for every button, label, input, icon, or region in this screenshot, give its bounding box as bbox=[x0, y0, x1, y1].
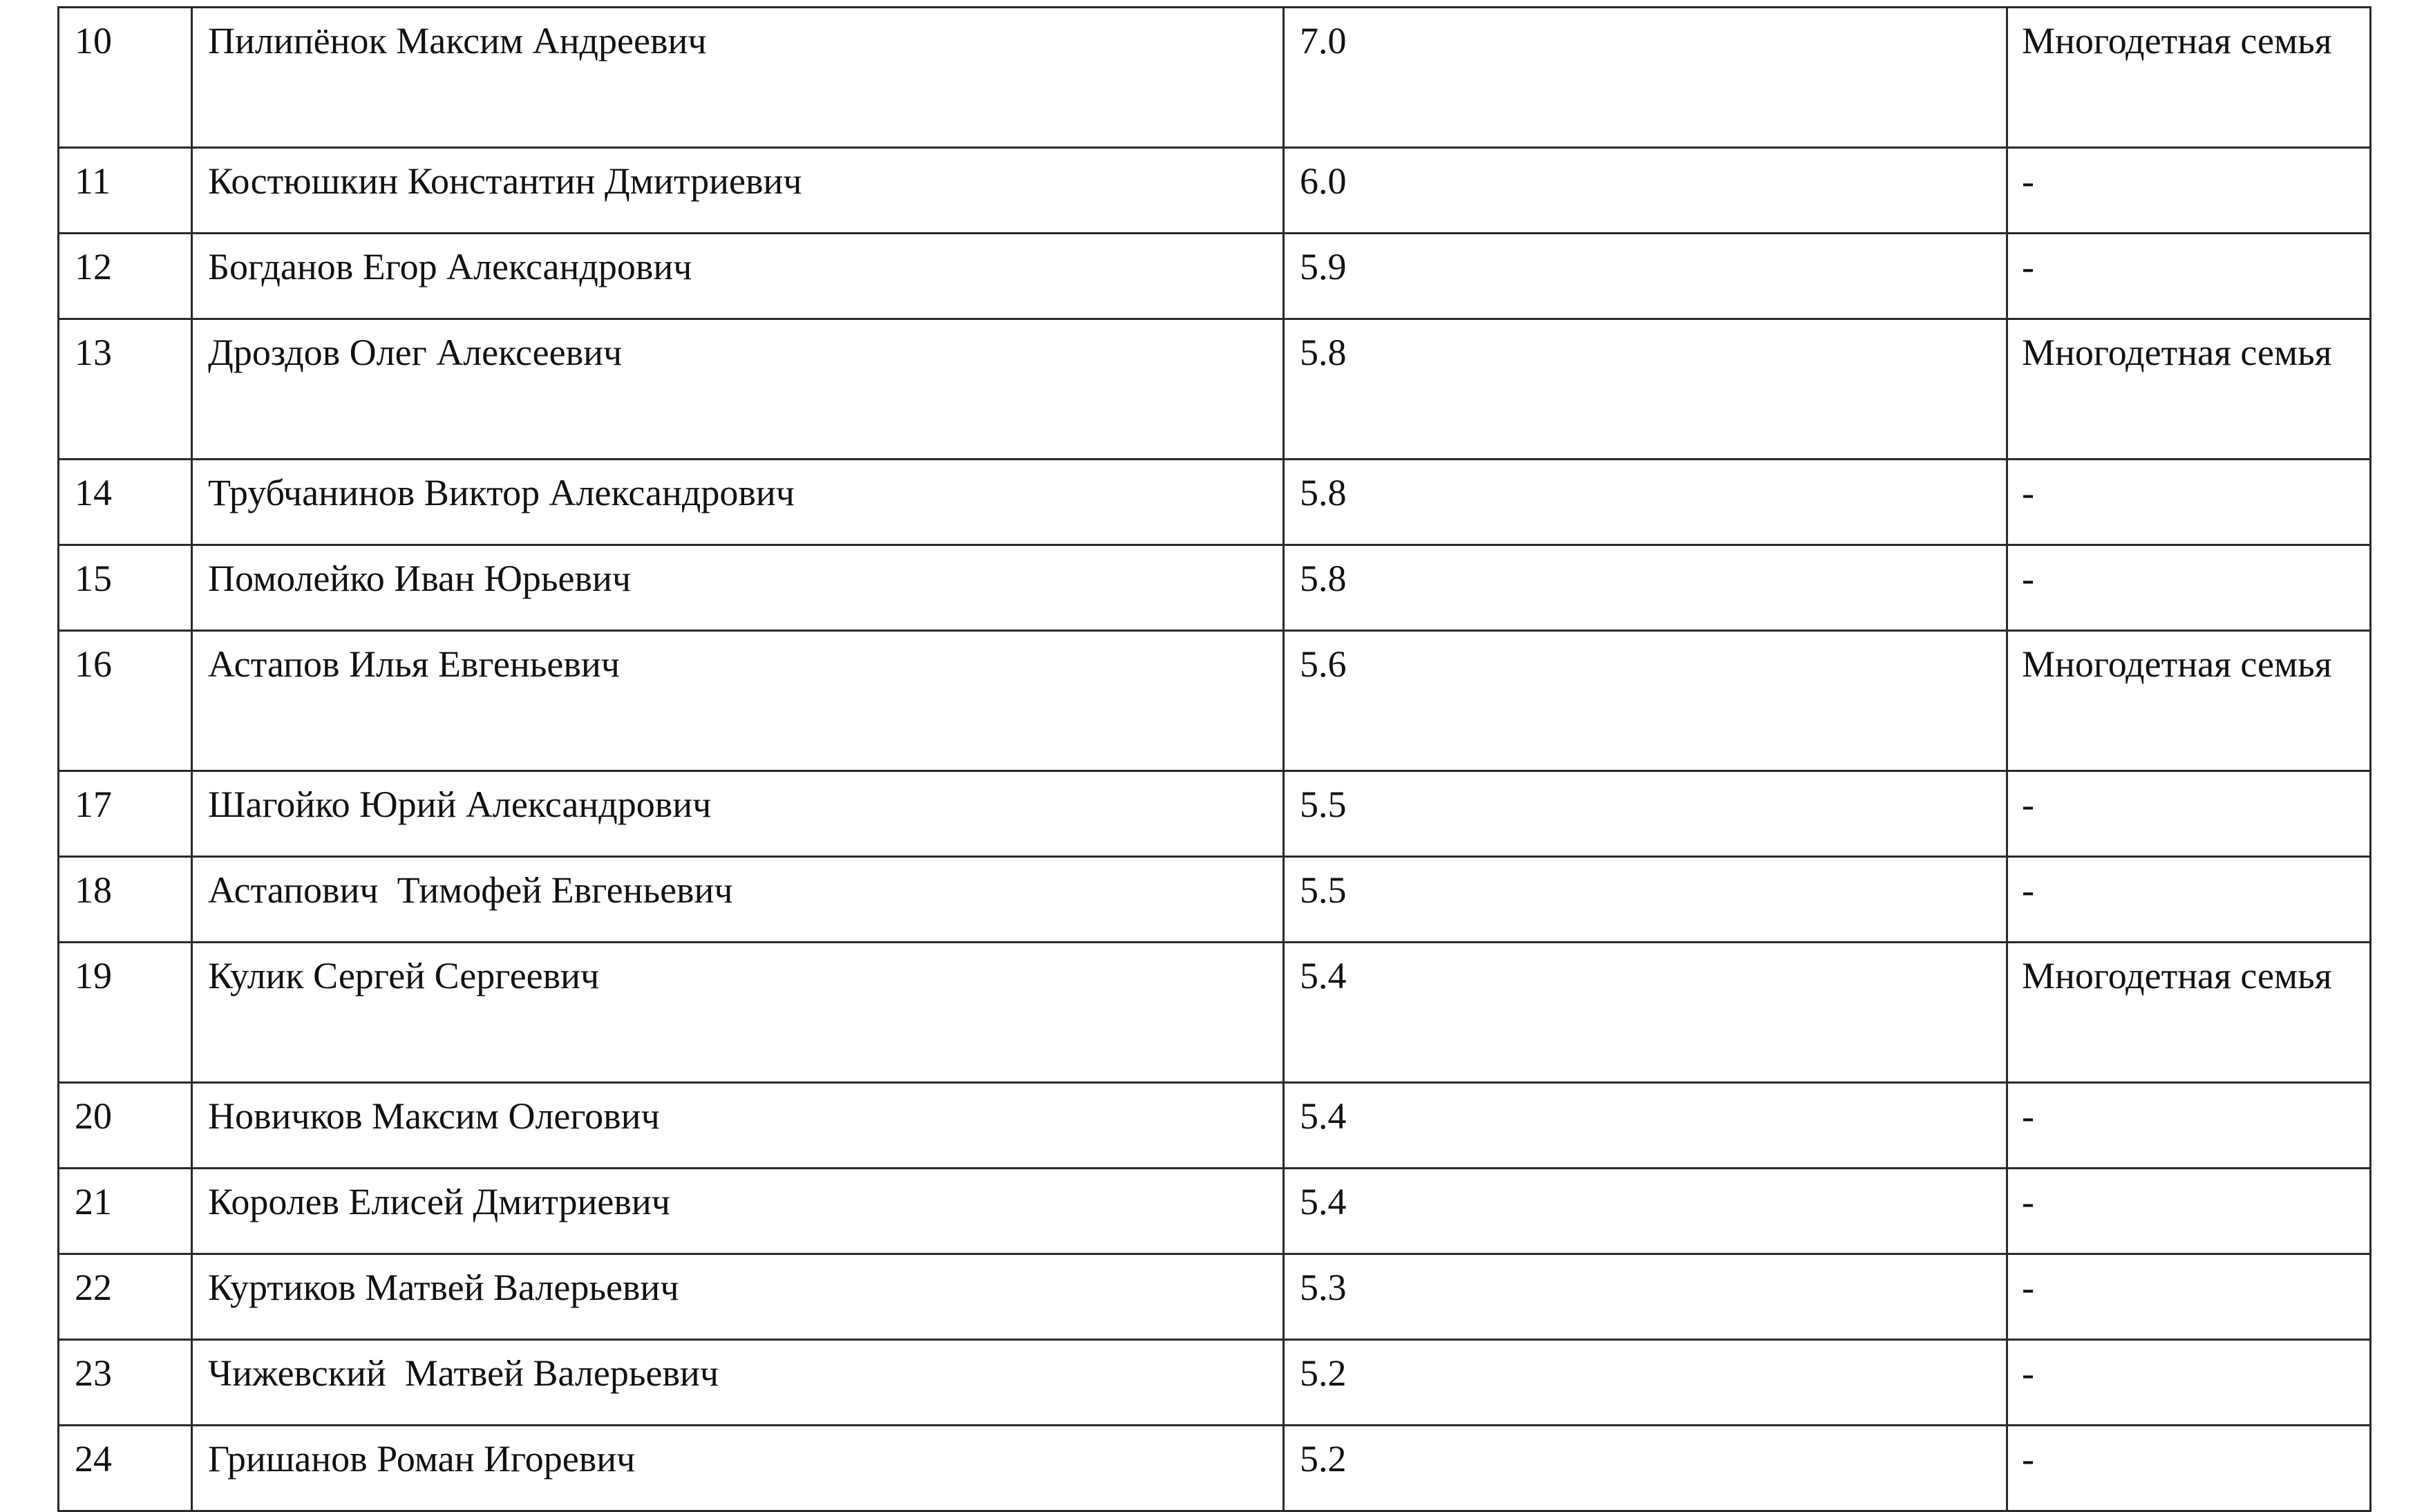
table-row bbox=[59, 771, 2371, 857]
person-name: Пилипёнок Максим Андреевич bbox=[192, 8, 1284, 148]
person-name: Королев Елисей Дмитриевич bbox=[192, 1169, 1284, 1254]
row-number: 16 bbox=[59, 631, 192, 771]
note-cell: - bbox=[2007, 148, 2371, 234]
person-name: Кулик Сергей Сергеевич bbox=[192, 943, 1284, 1083]
row-number: 20 bbox=[59, 1083, 192, 1169]
row-number: 11 bbox=[59, 148, 192, 234]
note-cell: - bbox=[2007, 1254, 2371, 1340]
table-row bbox=[59, 631, 2371, 771]
note-cell: - bbox=[2007, 1426, 2371, 1511]
note-cell: - bbox=[2007, 1083, 2371, 1169]
row-number: 15 bbox=[59, 545, 192, 631]
score-value: 5.4 bbox=[1284, 943, 2007, 1083]
note-cell: Многодетная семья bbox=[2007, 8, 2371, 148]
person-name: Трубчанинов Виктор Александрович bbox=[192, 460, 1284, 545]
person-name: Костюшкин Константин Дмитриевич bbox=[192, 148, 1284, 234]
note-cell: Многодетная семья bbox=[2007, 943, 2371, 1083]
person-name: Куртиков Матвей Валерьевич bbox=[192, 1254, 1284, 1340]
table-row bbox=[59, 545, 2371, 631]
table-row bbox=[59, 460, 2371, 545]
row-number: 24 bbox=[59, 1426, 192, 1511]
table-row bbox=[59, 1426, 2371, 1511]
table-row bbox=[59, 8, 2371, 148]
person-name: Астапович Тимофей Евгеньевич bbox=[192, 857, 1284, 943]
note-cell: - bbox=[2007, 460, 2371, 545]
score-value: 5.5 bbox=[1284, 857, 2007, 943]
table-row bbox=[59, 943, 2371, 1083]
note-cell: Многодетная семья bbox=[2007, 319, 2371, 460]
table-row bbox=[59, 1340, 2371, 1426]
table-row bbox=[59, 148, 2371, 234]
row-number: 19 bbox=[59, 943, 192, 1083]
note-cell: - bbox=[2007, 771, 2371, 857]
score-value: 5.4 bbox=[1284, 1169, 2007, 1254]
table-row bbox=[59, 319, 2371, 460]
row-number: 18 bbox=[59, 857, 192, 943]
score-value: 5.8 bbox=[1284, 460, 2007, 545]
score-value: 5.3 bbox=[1284, 1254, 2007, 1340]
row-number: 17 bbox=[59, 771, 192, 857]
score-value: 5.9 bbox=[1284, 234, 2007, 319]
note-cell: - bbox=[2007, 1169, 2371, 1254]
score-value: 5.8 bbox=[1284, 319, 2007, 460]
roster-table bbox=[57, 6, 2371, 1512]
score-value: 5.4 bbox=[1284, 1083, 2007, 1169]
row-number: 13 bbox=[59, 319, 192, 460]
score-value: 5.2 bbox=[1284, 1340, 2007, 1426]
table-row bbox=[59, 1083, 2371, 1169]
note-cell: - bbox=[2007, 234, 2371, 319]
table-row bbox=[59, 1254, 2371, 1340]
person-name: Дроздов Олег Алексеевич bbox=[192, 319, 1284, 460]
person-name: Чижевский Матвей Валерьевич bbox=[192, 1340, 1284, 1426]
score-value: 6.0 bbox=[1284, 148, 2007, 234]
score-value: 5.6 bbox=[1284, 631, 2007, 771]
row-number: 10 bbox=[59, 8, 192, 148]
person-name: Помолейко Иван Юрьевич bbox=[192, 545, 1284, 631]
note-cell: - bbox=[2007, 1340, 2371, 1426]
row-number: 22 bbox=[59, 1254, 192, 1340]
row-number: 21 bbox=[59, 1169, 192, 1254]
row-number: 23 bbox=[59, 1340, 192, 1426]
note-cell: Многодетная семья bbox=[2007, 631, 2371, 771]
person-name: Новичков Максим Олегович bbox=[192, 1083, 1284, 1169]
score-value: 5.2 bbox=[1284, 1426, 2007, 1511]
row-number: 12 bbox=[59, 234, 192, 319]
score-value: 5.5 bbox=[1284, 771, 2007, 857]
table-row bbox=[59, 234, 2371, 319]
note-cell: - bbox=[2007, 545, 2371, 631]
person-name: Гришанов Роман Игоревич bbox=[192, 1426, 1284, 1511]
table-row bbox=[59, 1169, 2371, 1254]
row-number: 14 bbox=[59, 460, 192, 545]
person-name: Астапов Илья Евгеньевич bbox=[192, 631, 1284, 771]
score-value: 5.8 bbox=[1284, 545, 2007, 631]
person-name: Шагойко Юрий Александрович bbox=[192, 771, 1284, 857]
table-row bbox=[59, 857, 2371, 943]
score-value: 7.0 bbox=[1284, 8, 2007, 148]
note-cell: - bbox=[2007, 857, 2371, 943]
person-name: Богданов Егор Александрович bbox=[192, 234, 1284, 319]
